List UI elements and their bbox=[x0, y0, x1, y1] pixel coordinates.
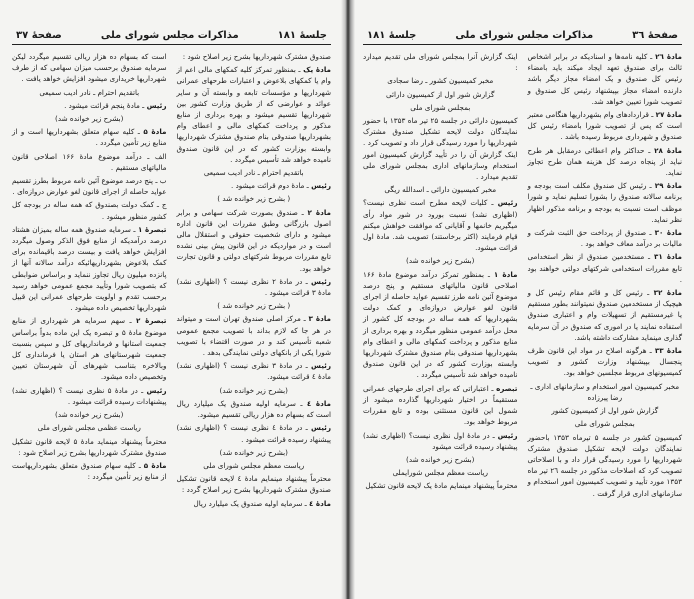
paragraph-text: ـ مادهٔ دوم قرائت میشود . bbox=[231, 181, 312, 191]
speaker-label: رئیس bbox=[497, 430, 518, 440]
centered-line: مخبر کمیسیون دارائی ـ اسدالله ریگی bbox=[384, 185, 497, 195]
paragraph: است که بسهام ده هزار ریالی تقسیم میگردد لیکن سرمایه صندوق برحسب میزان سهامی که از طرف شهرداریها خریداری میشود افزایش خواهد یافت . bbox=[12, 52, 167, 84]
session-number: جلسهٔ ۱۸۱ bbox=[277, 30, 327, 41]
paragraph-text: ـ کلیه نامه‌ها و اسنادیکه در برابر اشخاص ثالث برای صندوق تعهد ایجاد میکند باید بامضاء رئیس کل صندوق و یک امضاء مجاز دیگر باشد دارنده امضاء مجاز بپیشنهاد رئیس کل صندوق و تصویب شورا تعیین خواهد شد. bbox=[527, 52, 682, 106]
article-label: مادهٔ ۲۹ bbox=[654, 181, 682, 191]
article-label: مادهٔ ۳۲ bbox=[653, 288, 682, 298]
text-column-right bbox=[177, 51, 332, 511]
paragraph: کمیسیون دارائی در جلسه ۲۵ تیر ماه ۱۳۵۳ با حضور نمایندگان دولت لایحه تشکیل صندوق مشترک شهرداریها را مورد رسیدگی قرار داد و تصویب کرد . اینک گزارش آن را در تأیید گزارش کمیسیون امور استخدام وسازمانهای اداری بمجلس شورای ملی تقدیم میدارد . bbox=[363, 116, 518, 182]
article-paragraph bbox=[177, 498, 332, 509]
speaker-line bbox=[12, 100, 167, 111]
centered-line: بمجلس شورای ملی bbox=[574, 419, 635, 429]
paragraph: صندوق مشترک شهرداریها بشرح زیر اصلاح شود : bbox=[182, 52, 331, 61]
page-header bbox=[12, 30, 331, 45]
article-paragraph bbox=[12, 224, 167, 314]
speaker-label: رئیس bbox=[311, 181, 331, 191]
centered-line: (بشرح زیر خوانده شد) bbox=[406, 256, 475, 266]
centered-line: ( بشرح زیر خوانده شد ) bbox=[217, 301, 291, 311]
paragraph-text: ـ مادهٔ پنجم قرائت میشود . bbox=[64, 100, 147, 110]
centered-line: (بشرح زیر خوانده شد) bbox=[219, 447, 288, 457]
page-title: مذاکرات مجلس شورای ملی bbox=[455, 30, 594, 41]
centered-line: (بشرح زیر خوانده شد) bbox=[219, 385, 288, 395]
right-page bbox=[347, 0, 694, 599]
page-number: صفحهٔ ۳۷ bbox=[16, 30, 62, 41]
speaker-line bbox=[177, 180, 332, 191]
centered-line: بمجلس شورای ملی bbox=[410, 102, 471, 112]
paragraph-text: ـ بمنظور تمرکز کلیه کمکهای مالی اعم از وام یا کمکهای بلاعوض و اعتبارات طرحهای عمرانی شهرداریها و مؤسسات تابعه و وابسته آن و سایر عوائد و عوارضی که از طریق وزارت کشور بین شهرداریها تقسیم میشود و بهره برداری از منابع مذکور و پرداخت کمکهای مالی و اعطای وام بشهرداریها صندوقی بنام صندوق مشترک شهرداریها وابسته بوزارت کشور که در این قانون صندوق نامیده خواهد شد تأسیس میگردد . bbox=[176, 65, 331, 164]
text-column-left bbox=[12, 51, 167, 511]
article-paragraph bbox=[528, 345, 683, 379]
article-label: مادهٔ ۳۱ bbox=[654, 252, 682, 262]
centered-line: ریاست عظمی مجلس شورای ملی bbox=[37, 423, 141, 433]
article-paragraph bbox=[528, 109, 683, 143]
speaker-line bbox=[177, 360, 332, 382]
article-label: مادهٔ ۲۷ bbox=[655, 110, 682, 120]
centered-line: گزارش شور اول از کمیسیون دارائی bbox=[386, 89, 495, 99]
article-label: مادهٔ ۲ bbox=[307, 207, 331, 217]
paragraph-text: ـ بمنظور تمرکز درآمد موضوع مادهٔ ۱۶۶ اصلاحی قانون مالیاتهای مستقیم و پنج درصد موضوع آئین نامه طرز تقسیم عواید حاصله از اجرای قانون لغو عوارض دروازه‌ای و کمک دولت بشهرداریها که همه ساله در بودجه کل کشور از محل درآمد عمومی منظور میگردد و بهره برداری از منابع مذکور و پرداخت کمکهای مالی و اعطای وام بشهرداریها صندوقی بنام صندوق مشترک شهرداریها وابسته بوزارت کشور که در این قانون صندوق نامیده خواهد شد تأسیس میگردد . bbox=[363, 269, 518, 380]
centered-line: باتقدیم احترام ـ نادر ادیب سمیعی bbox=[203, 168, 304, 178]
paragraph: کمیسیون کشور در جلسه ۵ تیرماه ۱۳۵۳ باحضور نمایندگان دولت لایحه تشکیل صندوق مشترک شهرداریها را مورد رسیدگی قرار داد و با اصلاحاتی تصویب کرد که اصلاحات مذکور در جلسه ۲٦ تیر ماه ۱۳۵۳ مورد تأیید و تصویب کمیسیون امور استخدام و سازمانهای اداری قرار گرفت . bbox=[527, 432, 683, 498]
centered-line: ریاست معظم مجلس شورایملی bbox=[392, 468, 488, 478]
paragraph-text: ـ سرمایه اولیه صندوق یک میلیارد ریال bbox=[193, 498, 310, 508]
paragraph-text: ـ سرمایه اولیه صندوق یک میلیارد ریال است که بسهام ده هزار ریالی تقسیم میشود. bbox=[176, 398, 331, 420]
paragraph-text: ـ کلیه سهام صندوق متعلق بشهرداریهاست از منابع زیر تأمین میگردد : bbox=[12, 460, 167, 482]
article-paragraph bbox=[528, 180, 683, 225]
paragraph: محترماً پیشنهاد مینماید مادهٔ ۵ لایحه قانون تشکیل صندوق مشترک شهرداریها بشرح زیر اصلاح شود : bbox=[12, 436, 167, 457]
book-gutter-shadow bbox=[341, 0, 355, 599]
speaker-line bbox=[363, 197, 518, 253]
session-number: جلسهٔ ۱۸۱ bbox=[367, 30, 417, 41]
article-label: مادهٔ ٤ bbox=[309, 498, 331, 508]
article-paragraph bbox=[363, 269, 518, 381]
speaker-label: رئیس bbox=[146, 385, 167, 395]
article-paragraph bbox=[177, 207, 332, 274]
article-paragraph bbox=[177, 313, 332, 358]
paragraph-text: ـ مستخدمین صندوق از نظر استخدامی تابع مقررات استخدامی شرکتهای دولتی خواهند بود . bbox=[527, 252, 682, 284]
article-paragraph bbox=[528, 145, 683, 179]
paragraph: ج ـ کمک دولت بصندوق که همه ساله در بودجه کل کشور منظور میشود . bbox=[12, 200, 167, 221]
centered-line: (بشرح زیر خوانده شد) bbox=[55, 410, 124, 420]
text-column-left bbox=[363, 51, 518, 501]
paragraph: محترماً پیشنهاد مینمایم مادهٔ یک لایحه قانون تشکیل bbox=[365, 481, 518, 491]
centered-line: باتقدیم احترام ـ نادر ادیب سمیعی bbox=[39, 87, 140, 97]
paragraph-text: ـ رئیس کل و قائم مقام رئیس کل و هیچیک از مستخدمین صندوق نمیتوانند بطور مستقیم یا غیرمستقیم از تسهیلات وام و اعتباری صندوق استفاده نمایند یا در اموری که صندوق در آن سرمایه گذاری مینماید مشارکت داشته باشد. bbox=[527, 288, 682, 342]
article-label: مادهٔ ۳ bbox=[308, 314, 331, 324]
centered-line: ( بشرح زیر خوانده شد ) bbox=[217, 194, 291, 204]
paragraph-text: ـ در مادهٔ ۲ نظری نیست ؟ (اظهاری نشد) مادهٔ ۳ قرائت میشود . bbox=[176, 276, 331, 298]
paragraph: محترماً پیشنهاد مینمایم مادهٔ ٤ لایحه قانون تشکیل صندوق مشترک شهرداریها بشرح زیر اصلاح گردد : bbox=[176, 474, 331, 495]
article-paragraph bbox=[12, 315, 167, 382]
article-label: تبصره bbox=[496, 383, 518, 393]
article-label: مادهٔ ۵ bbox=[143, 127, 167, 137]
centered-line: ریاست معظم مجلس شورای ملی bbox=[203, 460, 305, 470]
article-paragraph bbox=[528, 51, 683, 107]
article-paragraph bbox=[528, 251, 683, 285]
paragraph-text: ـ صندوق از پرداخت حق الثبت شرکت و مالیات بر درآمد معاف خواهد بود . bbox=[527, 228, 682, 249]
speaker-line bbox=[12, 385, 167, 407]
speaker-label: رئیس bbox=[311, 361, 331, 371]
paragraph: الف ـ درآمد موضوع مادهٔ ۱۶۶ اصلاحی قانون مالیاتهای مستقیم . bbox=[12, 151, 167, 172]
speaker-label: رئیس bbox=[146, 100, 167, 110]
article-label: مادهٔ ٤ bbox=[306, 398, 331, 408]
paragraph-text: ـ در مادهٔ ۵ نظری نیست ؟ (اظهاری نشد) پیشنهادات رسیده قرائت میشود . bbox=[12, 385, 167, 406]
article-label: مادهٔ ۳۰ bbox=[654, 228, 682, 238]
paragraph-text: ـ سهم سرمایه هر شهرداری از منابع موضوع مادهٔ ۵ و تبصره یک این ماده بدواً براساس جمعیت استانها و فرمانداریهای کل و سپس بنسبت جمعیت شهرستانهای هر استان یا فرمانداری کل وبالاخره بتناسب شهرهای آن شهرستان تعیین وتخصیص داده میشود. bbox=[12, 316, 167, 382]
article-label: تبصرهٔ ۲ bbox=[136, 316, 167, 326]
speaker-label: رئیس bbox=[311, 276, 331, 286]
paragraph-text: ـ اعتباراتی که برای اجرای طرحهای عمرانی مستقیماً در اختیار شهرداریها گذارده میشود از شمول این قانون مستثنی بوده و تابع مقررات مربوط خواهد بود. bbox=[363, 383, 518, 427]
article-label: مادهٔ ۵ bbox=[143, 460, 167, 470]
article-paragraph bbox=[363, 383, 518, 428]
speaker-label: رئیس bbox=[497, 198, 518, 208]
centered-line: (بشرح زیر خوانده شد) bbox=[406, 454, 475, 464]
article-label: مادهٔ ۲۸ bbox=[654, 145, 682, 155]
paragraph-text: ـ صندوق بصورت شرکت سهامی و برابر اصول بازرگانی وطبق مقررات این قانون اداره میشود و دارای شخصیت حقوقی و استقلال مالی است و در مواردیکه در این قانون پیش بینی نشده تابع مقررات مربوط شرکتهای دولتی و قانون تجارت خواهد بود. bbox=[176, 207, 331, 273]
centered-line: مخبر کمیسیون کشور ـ رضا سجادی bbox=[387, 76, 494, 86]
speaker-line bbox=[177, 422, 332, 444]
paragraph-text: ـ قراردادهای وام بشهرداریها هنگامی معتبر است که پس از تصویب شورا بامضاء رئیس کل صندوق و شهرداری مربوط رسیده باشد . bbox=[527, 110, 682, 142]
paragraph: اینک گزارش آنرا بمجلس شورای ملی تقدیم میدارد : bbox=[363, 52, 518, 73]
paragraph-text: ـ در مادهٔ ٤ نظری نیست ؟ (اظهاری نشد) پیشنهاد رسیده قرائت میشود . bbox=[176, 423, 331, 444]
article-label: مادهٔ ۱ bbox=[493, 269, 518, 279]
article-paragraph bbox=[528, 287, 683, 343]
centered-line: گزارش شور اول از کمیسیون کشور bbox=[551, 406, 659, 416]
paragraph-text: ـ حداکثر وام اعطائی درمقابل هر طرح نباید از پنجاه درصد کل هزینه همان طرح تجاوز نماید. bbox=[527, 145, 682, 178]
article-label: مادهٔ ۳۳ bbox=[654, 346, 682, 356]
paragraph-text: ـ در مادهٔ ۳ نظری نیست ؟ (اظهاری نشد) مادهٔ ٤ قرائت میشود. bbox=[176, 361, 331, 382]
paragraph: ب ـ پنج درصد موضوع آئین نامه مربوط بطرز تقسیم عواید حاصله از اجرای قانون لغو عوارض دروازه‌ای . bbox=[12, 176, 167, 197]
article-label: مادهٔ ۲٦ bbox=[655, 52, 683, 61]
text-column-right bbox=[528, 51, 683, 501]
page-title: مذاکرات مجلس شورای ملی bbox=[100, 30, 239, 41]
page-number: صفحهٔ ۳٦ bbox=[632, 30, 678, 41]
paragraph-text: ـ هرگونه اصلاح در مواد این قانون ظرف پنجسال بپیشنهاد وزارت کشور و تصویب کمیسیونهای مربوط مجلسین خواهد بود. bbox=[527, 346, 682, 378]
centered-line: مخبر کمیسیون امور استخدام و سازمانهای اداری ـ رضا پیرزاده bbox=[530, 381, 680, 402]
article-label: مادهٔ یک bbox=[303, 65, 331, 75]
article-paragraph bbox=[177, 398, 332, 420]
speaker-line bbox=[363, 430, 518, 452]
article-paragraph bbox=[12, 126, 167, 148]
paragraph-text: ـ سرمایه صندوق همه ساله بمیزان هشتاد درصد درآمدیکه از منابع فوق الذکر وصول میگردد افزایش خواهد یافت و بیست درصد باقیمانده برای کمک بلاعوض بشهرداریهائیکه درآمد سالانه آنها از پانزده میلیون ریال تجاوز ننماید و براساس ضوابطی که بتصویب شورا وتأیید مجمع عمومی خواهد رسید برحسب تقدم و اولویت طرحهای عمرانی این قبیل شهرداریها تخصیص داده میشود . bbox=[12, 224, 167, 313]
article-paragraph bbox=[12, 460, 167, 482]
centered-line: (بشرح زیر خوانده شد) bbox=[55, 114, 124, 124]
page-header bbox=[363, 30, 682, 45]
article-label: تبصرهٔ ۱ bbox=[137, 224, 167, 234]
article-paragraph bbox=[177, 64, 332, 165]
article-paragraph bbox=[528, 227, 683, 249]
paragraph-text: ـ کلیات لایحه مطرح است نظری نیست؟ (اظهاری نشد) نسبت بورود در شور مواد رأی میگیریم خانمها و آقایانی که موافقت خواهش میکنم قیام فرمایند (اکثر برخاستند) تصویب شد. مادهٔ اول قرائت میشود. bbox=[363, 198, 518, 253]
paragraph-text: ـ مرکز اصلی صندوق تهران است و میتواند در هر جا که لازم بداند با تصویب مجمع عمومی شعبه تأسیس کند و در صورت اقتضاء با تصویب شورا یکی از بانکهای دولتی نمایندگی بدهد . bbox=[176, 314, 331, 358]
speaker-label: رئیس bbox=[311, 423, 331, 433]
paragraph-text: ـ در مادهٔ اول نظری نیست؟ (اظهاری نشد) پیشنهاد رسیده قرائت میشود bbox=[363, 430, 518, 451]
paragraph-text: ـ کلیه سهام متعلق بشهرداریها است و از منابع زیر تأمین میگردد . bbox=[12, 127, 167, 148]
paragraph-text: ـ رئیس کل صندوق مکلف است بودجه و برنامه سالانه صندوق را بشورا تسلیم نماید و شورا موظف است نسبت به بودجه و برنامه مذکور اظهار نظر نماید. bbox=[527, 181, 682, 224]
speaker-line bbox=[177, 276, 332, 298]
